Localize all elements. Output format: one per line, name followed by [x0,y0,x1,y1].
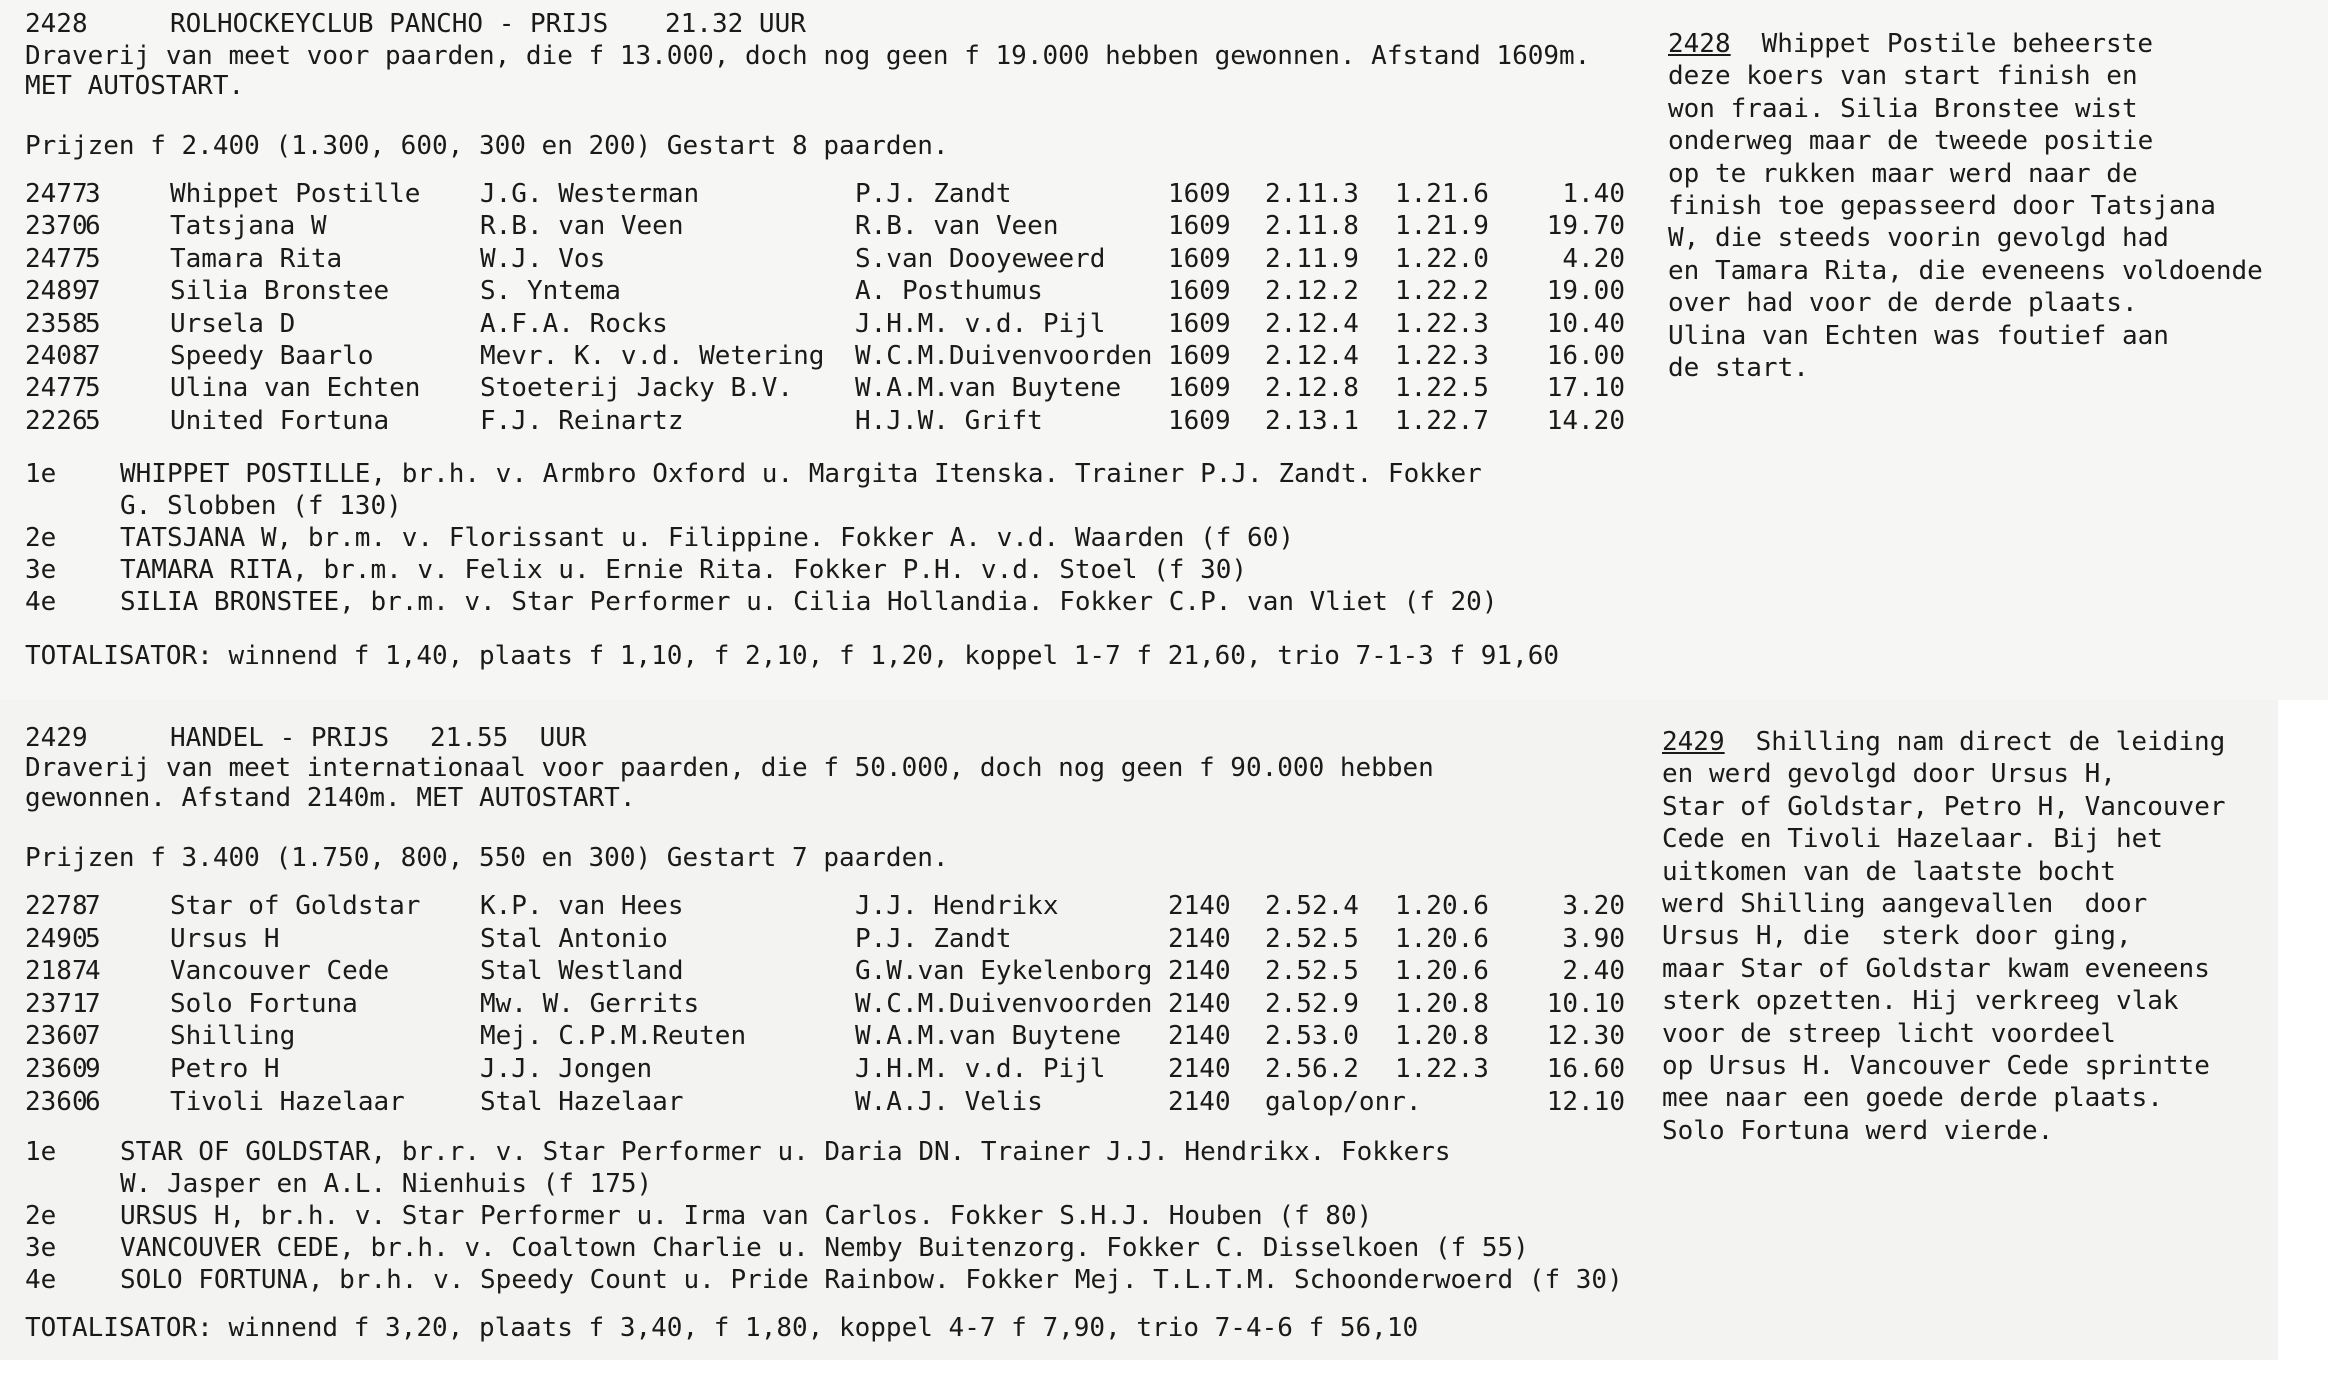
race-number: 2428 [25,9,88,39]
result-trainer: A. Posthumus [855,276,1043,307]
pedigree-text: WHIPPET POSTILLE, br.h. v. Armbro Oxford u. Margita Itenska. Trainer P.J. Zandt. Fokker [120,459,1482,489]
result-driver: A.F.A. Rocks [480,308,668,339]
result-distance: 1609 [1168,373,1231,404]
result-horse: Star of Goldstar [170,891,421,921]
result-driver: F.J. Reinartz [480,405,684,436]
pedigree-text: TATSJANA W, br.m. v. Florissant u. Filippine. Fokker A. v.d. Waarden (f 60) [120,523,1294,553]
commentary-line: finish toe gepasseerd door Tatsjana [1668,191,2216,221]
result-km-time: 1.20.8 [1395,1021,1489,1052]
race-number: 2429 [25,723,88,753]
result-odds: 14.20 [1546,405,1625,436]
result-time: 2.53.0 [1265,1021,1359,1052]
result-km-time: 1.22.7 [1395,405,1489,436]
result-start-number: 5 [85,243,101,274]
commentary-line: deze koers van start finish en [1668,61,2138,92]
result-horse: Solo Fortuna [170,988,358,1019]
result-time: galop/onr. [1265,1086,1422,1117]
result-time: 2.13.1 [1265,405,1359,436]
result-start-number: 9 [85,1054,101,1084]
result-driver: Mej. C.P.M.Reuten [480,1021,747,1052]
result-horse: United Fortuna [170,405,390,436]
result-odds: 16.00 [1546,341,1625,371]
race-conditions-line: Draverij van meet internationaal voor paarden, die f 50.000, doch nog geen f 90.000 hebben [25,753,1434,783]
result-start-number: 6 [85,211,101,242]
pedigree-place: 4e [25,1265,57,1295]
result-distance: 2140 [1168,1086,1231,1117]
result-ref: 2226 [25,405,88,436]
result-distance: 2140 [1168,891,1231,921]
result-odds: 3.20 [1562,891,1625,921]
result-time: 2.11.8 [1265,211,1359,242]
result-time: 2.12.8 [1265,373,1359,404]
result-start-number: 7 [85,988,101,1019]
result-km-time: 1.22.3 [1395,308,1489,339]
result-driver: R.B. van Veen [480,211,684,242]
result-driver: Stoeterij Jacky B.V. [480,373,794,404]
result-km-time: 1.22.5 [1395,373,1489,404]
race-conditions-line: gewonnen. Afstand 2140m. MET AUTOSTART. [25,783,636,813]
result-horse: Ulina van Echten [170,373,421,404]
result-time: 2.12.4 [1265,308,1359,339]
result-start-number: 5 [85,308,101,339]
result-ref: 2408 [25,341,88,371]
result-distance: 1609 [1168,308,1231,339]
result-trainer: J.J. Hendrikx [855,891,1059,921]
result-ref: 2360 [25,1021,88,1052]
result-time: 2.56.2 [1265,1054,1359,1084]
result-km-time: 1.21.9 [1395,211,1489,242]
result-trainer: J.H.M. v.d. Pijl [855,308,1106,339]
result-ref: 2489 [25,276,88,307]
result-trainer: R.B. van Veen [855,211,1059,242]
race-time: 21.32 UUR [665,9,806,39]
result-horse: Tivoli Hazelaar [170,1086,405,1117]
result-trainer: W.A.J. Velis [855,1086,1043,1117]
result-trainer: P.J. Zandt [855,179,1012,209]
result-ref: 2358 [25,308,88,339]
result-ref: 2187 [25,956,88,987]
result-horse: Whippet Postille [170,179,421,209]
pedigree-place: 2e [25,523,57,553]
race-conditions-line: Draverij van meet voor paarden, die f 13.000, doch nog geen f 19.000 hebben gewonnen. Afstand 1609m. [25,41,1591,71]
totalisator: TOTALISATOR: winnend f 1,40, plaats f 1,10, f 2,10, f 1,20, koppel 1-7 f 21,60, trio 7-1-3 f 91,60 [25,641,1560,671]
result-horse: Tatsjana W [170,211,327,242]
commentary-line: op te rukken maar werd naar de [1668,158,2138,189]
result-ref: 2278 [25,891,88,921]
race-conditions-line: Prijzen f 2.400 (1.300, 600, 300 en 200) Gestart 8 paarden. [25,131,949,161]
result-start-number: 5 [85,923,101,954]
pedigree-text: SOLO FORTUNA, br.h. v. Speedy Count u. Pride Rainbow. Fokker Mej. T.L.T.M. Schoonderwoerd (f 30) [120,1265,1623,1295]
result-start-number: 3 [85,179,101,209]
result-start-number: 7 [85,1021,101,1052]
pedigree-place: 1e [25,459,57,489]
race-time: 21.55 UUR [430,723,587,753]
result-driver: Mevr. K. v.d. Wetering [480,341,825,371]
commentary-line: W, die steeds voorin gevolgd had [1668,223,2169,254]
result-trainer: P.J. Zandt [855,923,1012,954]
result-time: 2.11.3 [1265,179,1359,209]
commentary-line: Ursus H, die sterk door ging, [1662,921,2132,952]
result-ref: 2477 [25,373,88,404]
result-odds: 10.40 [1546,308,1625,339]
result-odds: 4.20 [1562,243,1625,274]
result-trainer: W.A.M.van Buytene [855,373,1122,404]
result-driver: Stal Hazelaar [480,1086,684,1117]
commentary-line: Whippet Postile beheerste [1746,29,2153,59]
result-horse: Speedy Baarlo [170,341,374,371]
result-horse: Ursus H [170,923,280,954]
result-start-number: 5 [85,405,101,436]
pedigree-place: 3e [25,555,57,585]
result-driver: S. Yntema [480,276,621,307]
result-horse: Vancouver Cede [170,956,390,987]
pedigree-text-cont: G. Slobben (f 130) [120,491,402,521]
commentary-line: de start. [1668,353,1809,383]
result-trainer: W.A.M.van Buytene [855,1021,1122,1052]
commentary-line: Star of Goldstar, Petro H, Vancouver [1662,791,2226,822]
commentary-line: onderweg maar de tweede positie [1668,126,2154,157]
result-distance: 2140 [1168,1021,1231,1052]
result-km-time: 1.22.2 [1395,276,1489,307]
commentary-line: uitkomen van de laatste bocht [1662,856,2116,887]
pedigree-text: SILIA BRONSTEE, br.m. v. Star Performer u. Cilia Hollandia. Fokker C.P. van Vliet (f 20) [120,587,1498,617]
result-km-time: 1.22.3 [1395,341,1489,371]
result-time: 2.12.4 [1265,341,1359,371]
result-odds: 12.10 [1546,1086,1625,1117]
result-driver: J.J. Jongen [480,1054,653,1084]
result-odds: 19.00 [1546,276,1625,307]
result-trainer: H.J.W. Grift [855,405,1043,436]
commentary-ref: 2429 [1662,727,1725,757]
result-start-number: 7 [85,341,101,371]
result-ref: 2360 [25,1054,88,1084]
result-horse: Ursela D [170,308,296,339]
pedigree-text: TAMARA RITA, br.m. v. Felix u. Ernie Rita. Fokker P.H. v.d. Stoel (f 30) [120,555,1248,585]
commentary-line: werd Shilling aangevallen door [1662,889,2148,919]
result-distance: 2140 [1168,956,1231,987]
result-odds: 2.40 [1562,956,1625,987]
result-odds: 1.40 [1562,179,1625,209]
race-conditions-line: MET AUTOSTART. [25,71,245,101]
result-ref: 2371 [25,988,88,1019]
pedigree-text: STAR OF GOLDSTAR, br.r. v. Star Performer u. Daria DN. Trainer J.J. Hendrikx. Fokkers [120,1137,1451,1167]
result-distance: 1609 [1168,179,1231,209]
result-horse: Tamara Rita [170,243,343,274]
result-horse: Petro H [170,1054,280,1084]
result-km-time: 1.22.3 [1395,1054,1489,1084]
commentary-ref: 2428 [1668,29,1731,59]
commentary-line: Shilling nam direct de leiding [1740,727,2226,757]
commentary-line: over had voor de derde plaats. [1668,288,2138,319]
pedigree-place: 1e [25,1137,57,1167]
commentary-line: mee naar een goede derde plaats. [1662,1083,2163,1114]
result-distance: 2140 [1168,988,1231,1019]
result-driver: Stal Antonio [480,923,668,954]
result-time: 2.52.5 [1265,956,1359,987]
result-trainer: G.W.van Eykelenborg [855,956,1153,987]
result-ref: 2477 [25,243,88,274]
result-km-time: 1.21.6 [1395,179,1489,209]
pedigree-text: URSUS H, br.h. v. Star Performer u. Irma van Carlos. Fokker S.H.J. Houben (f 80) [120,1201,1373,1231]
result-ref: 2477 [25,179,88,209]
result-distance: 2140 [1168,923,1231,954]
result-ref: 2490 [25,923,88,954]
result-start-number: 7 [85,276,101,307]
totalisator: TOTALISATOR: winnend f 3,20, plaats f 3,40, f 1,80, koppel 4-7 f 7,90, trio 7-4-6 f 56,10 [25,1313,1419,1343]
result-distance: 1609 [1168,243,1231,274]
result-driver: K.P. van Hees [480,891,684,921]
result-start-number: 5 [85,373,101,404]
pedigree-place: 4e [25,587,57,617]
result-driver: Stal Westland [480,956,684,987]
result-time: 2.52.5 [1265,923,1359,954]
result-km-time: 1.20.6 [1395,956,1489,987]
result-distance: 1609 [1168,405,1231,436]
result-horse: Shilling [170,1021,296,1052]
result-start-number: 4 [85,956,101,987]
result-km-time: 1.20.8 [1395,988,1489,1019]
result-horse: Silia Bronstee [170,276,390,307]
result-odds: 12.30 [1546,1021,1625,1052]
result-trainer: W.C.M.Duivenvoorden [855,341,1153,371]
commentary-line: sterk opzetten. Hij verkreeg vlak [1662,986,2179,1017]
commentary-line: Solo Fortuna werd vierde. [1662,1115,2054,1146]
commentary-line: Cede en Tivoli Hazelaar. Bij het [1662,824,2163,855]
race-conditions-line: Prijzen f 3.400 (1.750, 800, 550 en 300) Gestart 7 paarden. [25,843,949,873]
pedigree-text-cont: W. Jasper en A.L. Nienhuis (f 175) [120,1169,653,1199]
result-odds: 17.10 [1546,373,1625,404]
result-time: 2.11.9 [1265,243,1359,274]
pedigree-place: 3e [25,1233,57,1263]
pedigree-text: VANCOUVER CEDE, br.h. v. Coaltown Charlie u. Nemby Buitenzorg. Fokker C. Disselkoen (f 55) [120,1233,1529,1263]
result-km-time: 1.22.0 [1395,243,1489,274]
result-distance: 2140 [1168,1054,1231,1084]
result-driver: J.G. Westerman [480,179,700,209]
result-trainer: W.C.M.Duivenvoorden [855,988,1153,1019]
result-start-number: 6 [85,1086,101,1117]
commentary-line: won fraai. Silia Bronstee wist [1668,93,2138,124]
pedigree-place: 2e [25,1201,57,1231]
result-trainer: S.van Dooyeweerd [855,243,1106,274]
result-distance: 1609 [1168,276,1231,307]
commentary-line: op Ursus H. Vancouver Cede sprintte [1662,1051,2210,1081]
result-odds: 3.90 [1562,923,1625,954]
result-ref: 2370 [25,211,88,242]
result-km-time: 1.20.6 [1395,891,1489,921]
result-time: 2.52.4 [1265,891,1359,921]
result-driver: Mw. W. Gerrits [480,988,700,1019]
commentary-line: voor de streep licht voordeel [1662,1018,2116,1049]
commentary-line: maar Star of Goldstar kwam eveneens [1662,953,2210,984]
result-trainer: J.H.M. v.d. Pijl [855,1054,1106,1084]
race-title: ROLHOCKEYCLUB PANCHO - PRIJS [170,9,609,39]
commentary-line: en Tamara Rita, die eveneens voldoende [1668,255,2263,286]
result-time: 2.12.2 [1265,276,1359,307]
commentary-line: en werd gevolgd door Ursus H, [1662,759,2116,790]
result-start-number: 7 [85,891,101,921]
commentary-line: Ulina van Echten was foutief aan [1668,320,2169,351]
result-odds: 19.70 [1546,211,1625,242]
race-title: HANDEL - PRIJS [170,723,390,753]
result-ref: 2360 [25,1086,88,1117]
result-km-time: 1.20.6 [1395,923,1489,954]
result-distance: 1609 [1168,211,1231,242]
result-odds: 10.10 [1546,988,1625,1019]
result-odds: 16.60 [1546,1054,1625,1084]
result-time: 2.52.9 [1265,988,1359,1019]
result-driver: W.J. Vos [480,243,606,274]
result-distance: 1609 [1168,341,1231,371]
